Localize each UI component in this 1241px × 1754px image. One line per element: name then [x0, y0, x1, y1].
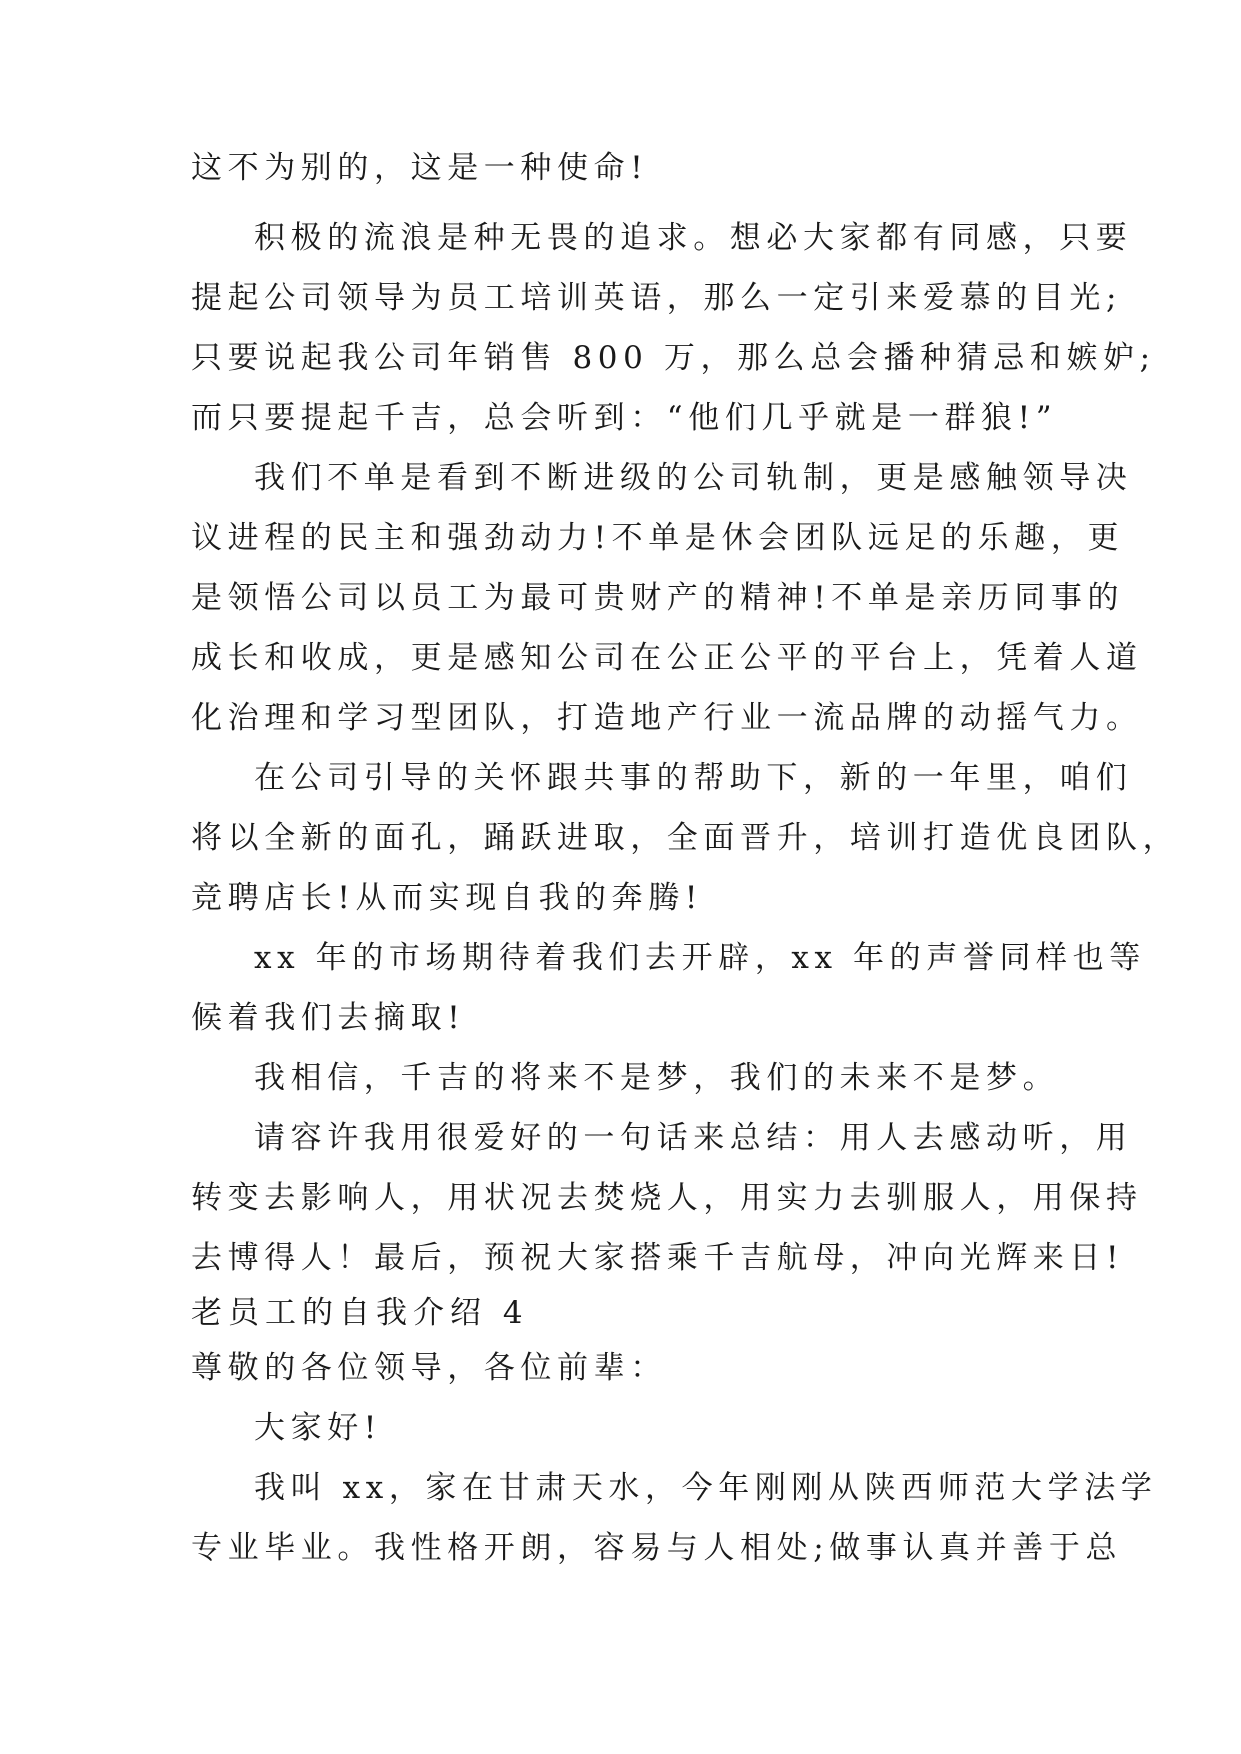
paragraph-line: 议进程的民主和强劲动力!不单是休会团队远足的乐趣，更 — [191, 520, 1125, 556]
paragraph-line: 转变去影响人，用状况去焚烧人，用实力去驯服人，用保持 — [191, 1180, 1143, 1216]
paragraph-line: 积极的流浪是种无畏的追求。想必大家都有同感，只要 — [254, 220, 1133, 256]
paragraph-line: xx 年的市场期待着我们去开辟，xx 年的声誉同样也等 — [254, 940, 1146, 976]
paragraph-line: 提起公司领导为员工培训英语，那么一定引来爱慕的目光; — [191, 280, 1123, 316]
paragraph-line: 我叫 xx，家在甘肃天水，今年刚刚从陕西师范大学法学 — [254, 1470, 1158, 1506]
paragraph-line: 成长和收成，更是感知公司在公正公平的平台上，凭着人道 — [191, 640, 1143, 676]
paragraph-line: 竞聘店长!从而实现自我的奔腾! — [191, 880, 703, 916]
paragraph-line: 我相信，千吉的将来不是梦，我们的未来不是梦。 — [254, 1060, 1060, 1096]
paragraph-line: 是领悟公司以员工为最可贵财产的精神!不单是亲历同事的 — [191, 580, 1125, 616]
paragraph-line: 我们不单是看到不断进级的公司轨制，更是感触领导决 — [254, 460, 1133, 496]
greeting: 大家好! — [254, 1410, 382, 1446]
paragraph-line: 只要说起我公司年销售 800 万，那么总会播种猜忌和嫉妒; — [191, 340, 1156, 376]
paragraph-line: 专业毕业。我性格开朗，容易与人相处;做事认真并善于总 — [191, 1530, 1123, 1566]
paragraph-line: 将以全新的面孔，踊跃进取，全面晋升，培训打造优良团队， — [191, 820, 1180, 856]
paragraph-line: 而只要提起千吉，总会听到：“他们几乎就是一群狼!” — [191, 400, 1058, 436]
paragraph-line: 这不为别的，这是一种使命! — [191, 150, 649, 186]
paragraph-line: 候着我们去摘取! — [191, 1000, 466, 1036]
section-heading: 老员工的自我介绍 4 — [191, 1295, 529, 1331]
salutation: 尊敬的各位领导，各位前辈： — [191, 1350, 667, 1386]
paragraph-line: 请容许我用很爱好的一句话来总结：用人去感动听，用 — [254, 1120, 1133, 1156]
paragraph-line: 化治理和学习型团队，打造地产行业一流品牌的动摇气力。 — [191, 700, 1143, 736]
paragraph-line: 去博得人！最后，预祝大家搭乘千吉航母，冲向光辉来日! — [191, 1240, 1125, 1276]
paragraph-line: 在公司引导的关怀跟共事的帮助下，新的一年里，咱们 — [254, 760, 1133, 796]
